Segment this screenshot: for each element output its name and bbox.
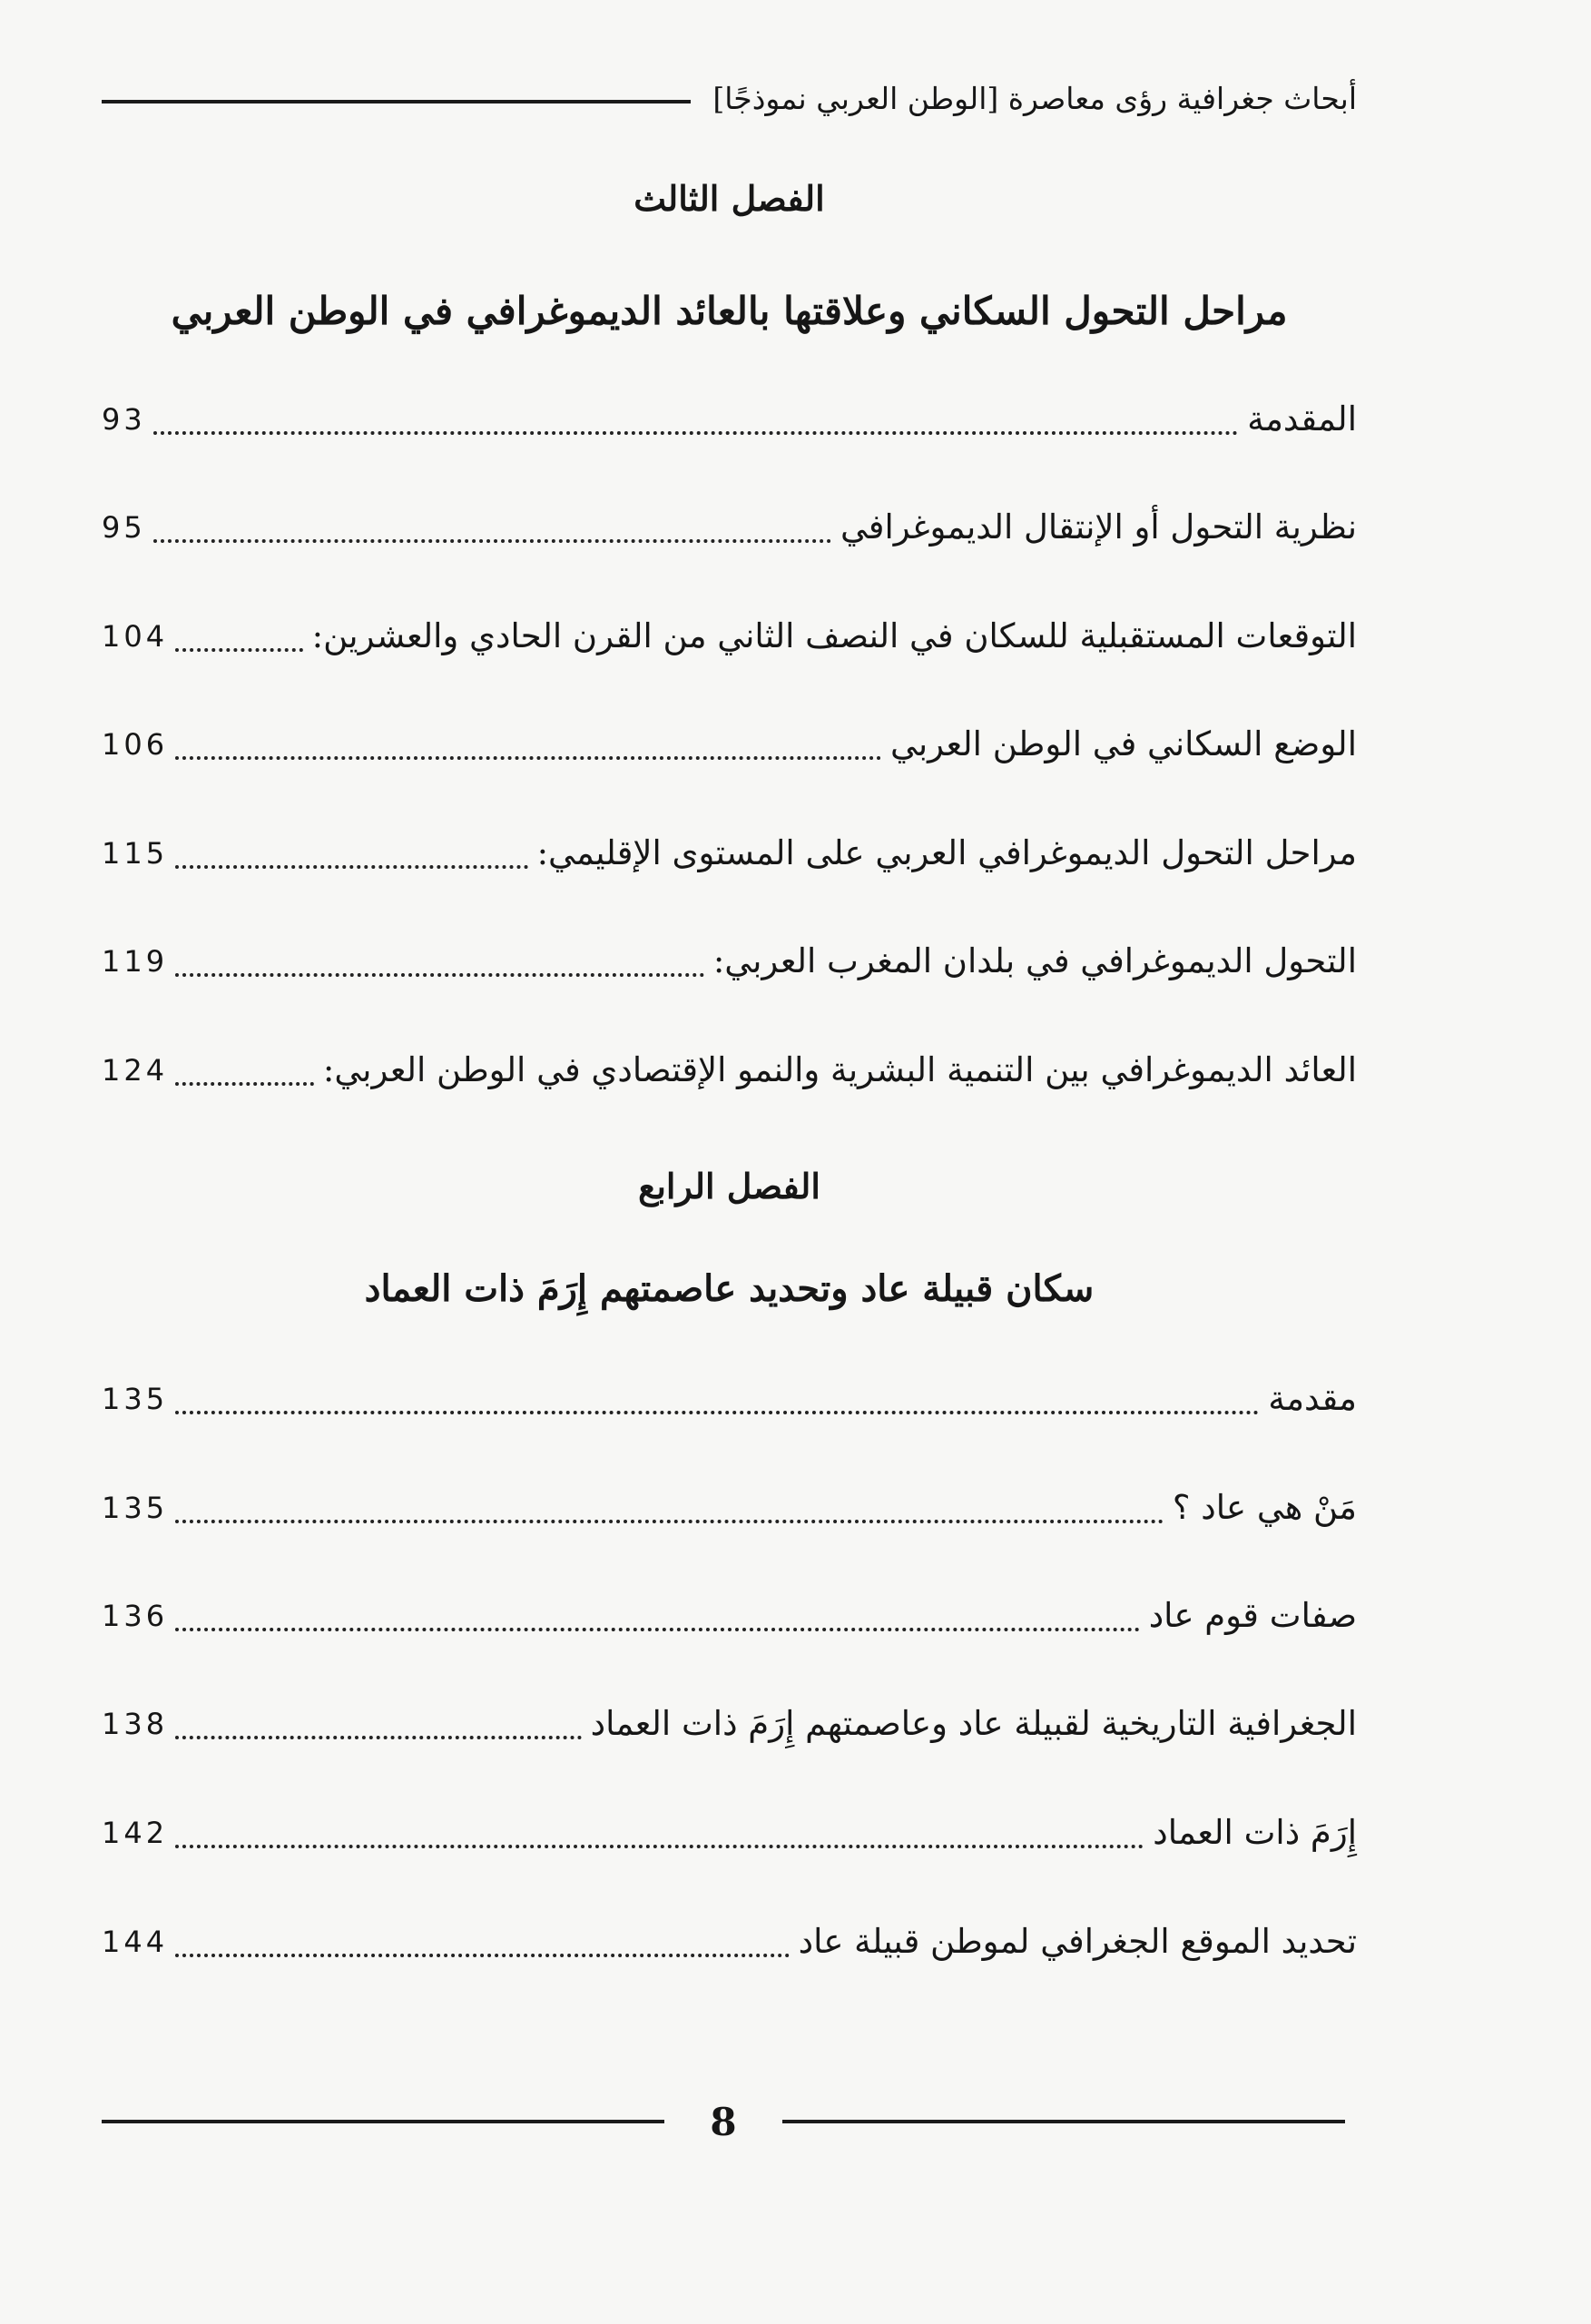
dot-leader [175, 1082, 314, 1086]
footer-rule-right [782, 2120, 1345, 2123]
dot-leader [175, 1954, 790, 1957]
toc-entry-page: 104 [102, 619, 169, 654]
toc-entry[interactable] [102, 1476, 1357, 1540]
toc-entry-page: 135 [102, 1382, 169, 1416]
dot-leader [153, 431, 1239, 435]
toc-entry-page: 93 [102, 402, 146, 437]
toc-entry-title: مَنْ هي عاد ؟ [1172, 1488, 1357, 1527]
chapter3-heading: الفصل الثالث [633, 178, 825, 219]
toc-entry[interactable] [102, 1367, 1357, 1431]
chapter4-title: سكان قبيلة عاد وتحديد عاصمتهم إِرَمَ ذات العماد [364, 1267, 1095, 1310]
dot-leader [175, 1411, 1259, 1414]
running-header-title: أبحاث جغرافية رؤى معاصرة [الوطن العربي نموذجًا] [712, 80, 1357, 116]
toc-entry-title: مقدمة [1268, 1379, 1357, 1418]
toc-entry-page: 115 [102, 836, 169, 871]
dot-leader [175, 973, 704, 977]
toc-entry[interactable] [102, 1801, 1357, 1865]
chapter4-heading: الفصل الرابع [638, 1166, 820, 1206]
toc-entry-title: مراحل التحول الديموغرافي العربي على المستوى الإقليمي: [536, 833, 1357, 872]
toc-entry[interactable] [102, 1910, 1357, 1974]
toc-entry-title: العائد الديموغرافي بين التنمية البشرية والنمو الإقتصادي في الوطن العربي: [322, 1050, 1357, 1089]
toc-entry-title: التحول الديموغرافي في بلدان المغرب العربي: [712, 941, 1357, 980]
running-header [102, 73, 1357, 123]
toc-entry-title: تحديد الموقع الجغرافي لموطن قبيلة عاد [798, 1922, 1357, 1961]
toc-entry-page: 119 [102, 944, 169, 979]
dot-leader [153, 539, 831, 543]
dot-leader [175, 1520, 1164, 1523]
toc-entry-title: الوضع السكاني في الوطن العربي [890, 724, 1357, 763]
toc-entry[interactable] [102, 930, 1357, 993]
toc-entry-title: التوقعات المستقبلية للسكان في النصف الثاني من القرن الحادي والعشرين: [311, 616, 1357, 655]
toc-entry[interactable] [102, 605, 1357, 668]
chapter3-title: مراحل التحول السكاني وعلاقتها بالعائد الديموغرافي في الوطن العربي [171, 289, 1288, 333]
toc-entry-page: 142 [102, 1816, 169, 1850]
toc-entry[interactable] [102, 388, 1357, 451]
toc-entry[interactable] [102, 1584, 1357, 1648]
dot-leader [175, 1736, 582, 1739]
toc-entry-page: 136 [102, 1599, 169, 1633]
toc-entry[interactable] [102, 1692, 1357, 1756]
page-footer [102, 2093, 1345, 2151]
footer-rule-left [102, 2120, 664, 2123]
toc-entry-title: صفات قوم عاد [1148, 1596, 1357, 1635]
dot-leader [175, 865, 528, 869]
dot-leader [175, 648, 303, 652]
toc-entry-page: 124 [102, 1053, 169, 1088]
toc-entry[interactable] [102, 713, 1357, 776]
toc-entry[interactable] [102, 496, 1357, 559]
toc-entry-page: 95 [102, 510, 146, 545]
toc-entry-title: الجغرافية التاريخية لقبيلة عاد وعاصمتهم إِرَمَ ذات العماد [590, 1704, 1357, 1743]
toc-entry-page: 138 [102, 1707, 169, 1741]
toc-entry-page: 135 [102, 1491, 169, 1525]
toc-entry[interactable] [102, 822, 1357, 885]
dot-leader [175, 1628, 1140, 1631]
toc-entry[interactable] [102, 1039, 1357, 1102]
toc-entry-page: 144 [102, 1925, 169, 1959]
toc-entry-page: 106 [102, 727, 169, 762]
dot-leader [175, 1845, 1144, 1848]
dot-leader [175, 756, 881, 760]
toc-entry-title: المقدمة [1247, 399, 1357, 438]
page-number: 8 [710, 2099, 737, 2144]
toc-entry-title: نظرية التحول أو الإنتقال الديموغرافي [840, 507, 1357, 547]
header-rule [102, 100, 691, 103]
toc-entry-title: إِرَمَ ذات العماد [1153, 1813, 1357, 1852]
